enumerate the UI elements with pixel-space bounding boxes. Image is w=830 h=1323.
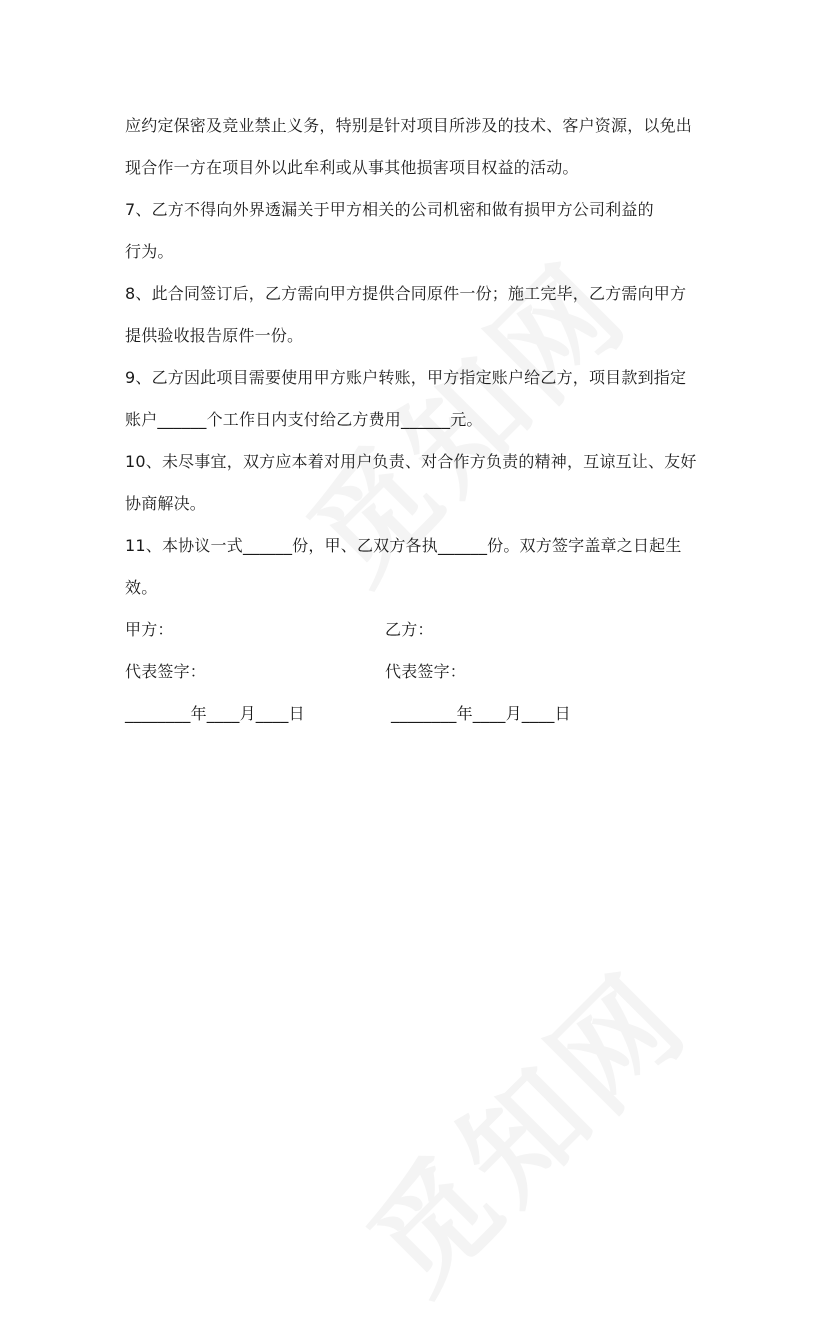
party-labels-row: [125, 609, 725, 651]
clause-10-line: 协商解决。: [125, 494, 207, 513]
document-body: [125, 105, 725, 735]
clause-8-line: 提供验收报告原件一份。: [125, 326, 304, 345]
party-a-date: ________年____月____日: [125, 704, 305, 723]
clause-10-line: 10、未尽事宜，双方应本着对用户负责、对合作方负责的精神，互谅互让、友好: [125, 452, 697, 471]
party-a-label: 甲方：: [125, 620, 174, 639]
clause-11-line: 效。: [125, 578, 158, 597]
clause-9-line: 账户______个工作日内支付给乙方费用______元。: [125, 410, 483, 429]
party-b-label: 乙方：: [385, 620, 434, 639]
clause-9-line: 9、乙方因此项目需要使用甲方账户转账，甲方指定账户给乙方，项目款到指定: [125, 368, 687, 387]
paragraph-line: 应约定保密及竞业禁止义务，特别是针对项目所涉及的技术、客户资源，以免出: [125, 116, 693, 135]
signature-row: [125, 651, 725, 693]
party-b-representative-signature: 代表签字：: [385, 662, 467, 681]
party-a-representative-signature: 代表签字：: [125, 662, 207, 681]
paragraph-line: 现合作一方在项目外以此牟利或从事其他损害项目权益的活动。: [125, 158, 579, 177]
party-b-date: ________年____月____日: [391, 704, 571, 723]
clause-8-line: 8、此合同签订后，乙方需向甲方提供合同原件一份；施工完毕，乙方需向甲方: [125, 284, 687, 303]
clause-7-line: 7、乙方不得向外界透漏关于甲方相关的公司机密和做有损甲方公司利益的: [125, 200, 654, 219]
clause-7-line: 行为。: [125, 242, 174, 261]
watermark: [325, 929, 718, 1322]
clause-11-line: 11、本协议一式______份，甲、乙双方各执______份。双方签字盖章之日起生: [125, 536, 682, 555]
date-row: [125, 693, 725, 735]
